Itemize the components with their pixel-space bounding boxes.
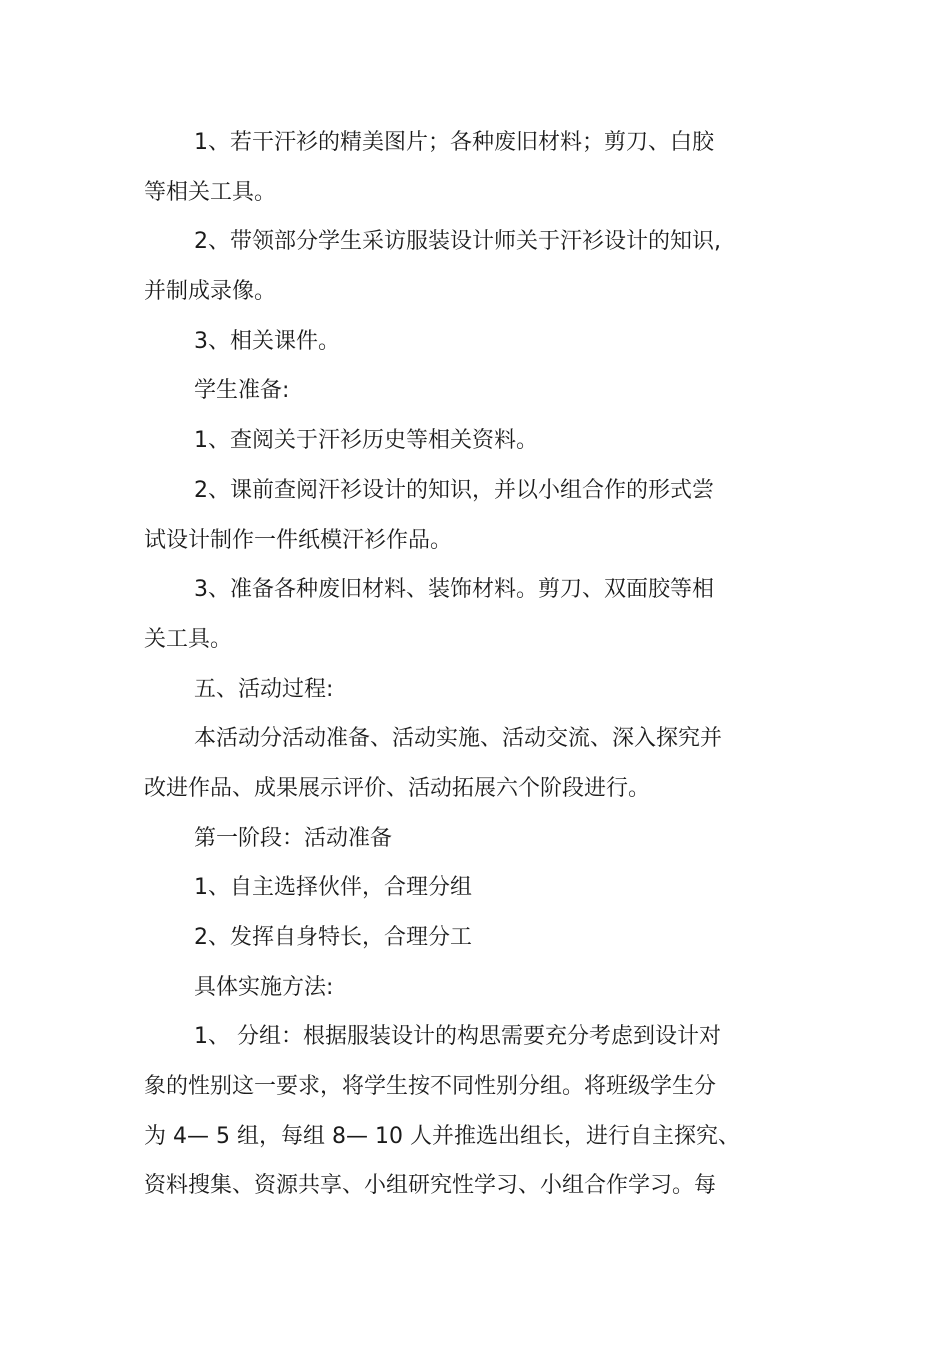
paragraph-line: 象的性别这一要求，将学生按不同性别分组。将班级学生分 [144, 1074, 717, 1100]
paragraph-line: 本活动分活动准备、活动实施、活动交流、深入探究并 [194, 726, 723, 752]
section-heading: 具体实施方法: [194, 974, 334, 1000]
paragraph-line: 为 4— 5 组，每组 8— 10 人并推选出组长，进行自主探究、 [144, 1123, 740, 1149]
paragraph-line: 并制成录像。 [144, 279, 277, 305]
paragraph-line: 2、带领部分学生采访服装设计师关于汗衫设计的知识, [194, 229, 721, 255]
paragraph-line: 2、课前查阅汗衫设计的知识，并以小组合作的形式尝 [194, 477, 714, 503]
paragraph-line: 1、自主选择伙伴，合理分组 [194, 875, 472, 901]
paragraph-line: 2、发挥自身特长，合理分工 [194, 925, 472, 950]
paragraph-line: 3、相关课件。 [194, 328, 340, 354]
paragraph-line: 关工具。 [144, 626, 233, 652]
paragraph-line: 改进作品、成果展示评价、活动拓展六个阶段进行。 [144, 775, 651, 801]
paragraph-line: 1、若干汗衫的精美图片；各种废旧材料；剪刀、白胶 [194, 130, 714, 155]
section-heading: 学生准备: [194, 378, 290, 404]
section-heading: 五、活动过程: [194, 676, 334, 702]
paragraph-line: 资料搜集、资源共享、小组研究性学习、小组合作学习。每 [144, 1173, 717, 1199]
paragraph-line: 等相关工具。 [144, 179, 277, 205]
document-body [144, 118, 774, 1211]
paragraph-line: 1、查阅关于汗衫历史等相关资料。 [194, 428, 538, 454]
paragraph-line: 1、 分组：根据服装设计的构思需要充分考虑到设计对 [194, 1024, 721, 1050]
paragraph-line: 试设计制作一件纸模汗衫作品。 [144, 527, 453, 553]
section-heading: 第一阶段：活动准备 [194, 825, 393, 851]
paragraph-line: 3、准备各种废旧材料、装饰材料。剪刀、双面胶等相 [194, 577, 714, 603]
